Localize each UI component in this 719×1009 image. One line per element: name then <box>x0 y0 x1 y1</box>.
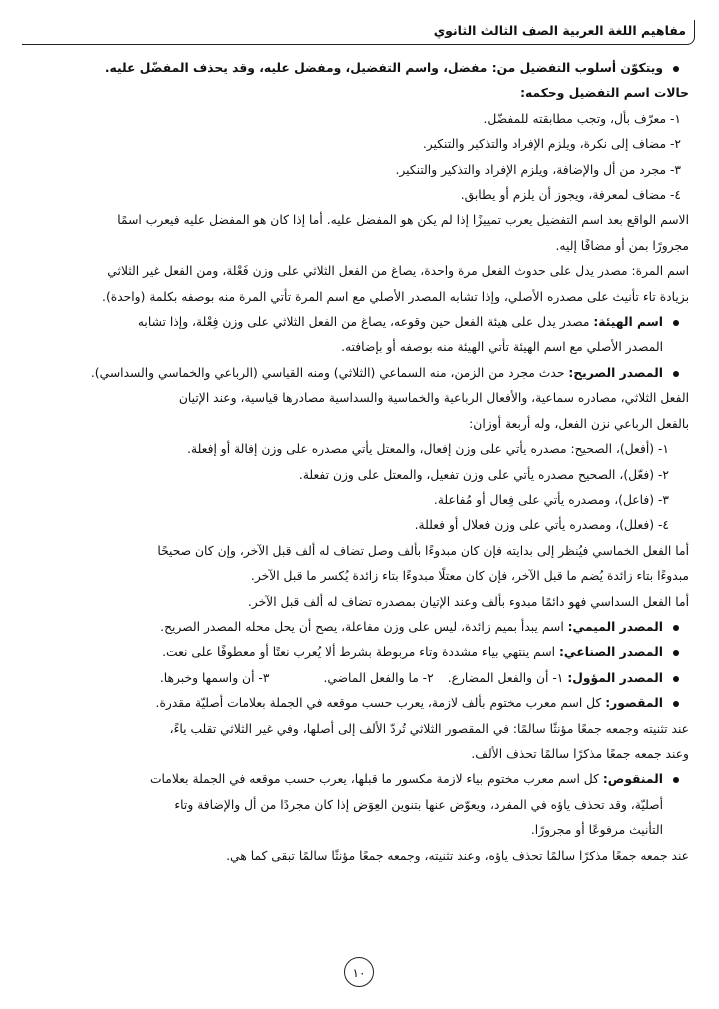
interpreted-masdar-term: المصدر المؤول: <box>567 670 663 685</box>
page-content <box>28 56 689 869</box>
pattern-1: ١- (أفعل)، الصحيح: مصدره يأتي على وزن إفعال، والمعتل يأتي مصدره على وزن إفالة أو إفعلة. <box>187 442 669 457</box>
manqus-line-1 <box>28 767 689 792</box>
tamyeez-line-1: الاسم الواقع بعد اسم التفضيل يعرب تمييزًا إذا لم يكن هو المفضل عليه. أما إذا كان هو المفضل عليه فيعرب اسمًا <box>117 213 689 228</box>
case-3: ٣- مجرد من أل والإضافة، ويلزم الإفراد والتذكير والتنكير. <box>395 162 681 177</box>
mimi-masdar-definition: اسم يبدأ بميم زائدة، ليس على وزن مفاعلة، يصح أن يحل محله المصدر الصريح. <box>160 619 568 634</box>
maqsur-definition: كل اسم معرب مختوم بألف لازمة، يعرب حسب موقعه في الجملة بعلامات أصليّة مقدرة. <box>155 696 606 711</box>
noun-of-manner-line-1 <box>28 310 689 335</box>
five-letter-verb-line-2: مبدوءًا بتاء زائدة يُضم ما قبل الآخر، فإن كان معتلًا مبدوءًا بتاء زائدة يُكسر ما قبل الآخر. <box>250 569 689 584</box>
maqsur-term: المقصور: <box>605 696 663 711</box>
maqsur-dual-line-1: عند تثنيته وجمعه جمعًا مؤنثًا سالمًا: في المقصور الثلاثي تُردّ الألف إلى أصلها، وفي غير الثلاثي تقلب ياءً، <box>169 721 689 736</box>
verb-masdar-line-2: بالفعل الرباعي نزن الفعل، وله أربعة أوزان: <box>469 416 689 431</box>
maqsur-dual-line-2: وعند جمعه جمعًا مذكرًا سالمًا تحذف الألف. <box>471 746 689 761</box>
noun-of-manner-definition: مصدر يدل على هيئة الفعل حين وقوعه، يصاغ من الفعل الثلاثي على وزن فِعْلة، وإذا تشابه <box>137 315 594 330</box>
case-4: ٤- مضاف لمعرفة، ويجوز أن يلزم أو يطابق. <box>460 188 681 203</box>
industrial-masdar-definition: اسم ينتهي بياء مشددة وتاء مربوطة بشرط ألا يُعرب نعتًا أو معطوفًا على نعت. <box>162 645 559 660</box>
industrial-masdar-line <box>28 640 689 665</box>
comparative-structure-line <box>28 56 689 81</box>
pattern-4: ٤- (فعلل)، ومصدره يأتي على وزن فعلال أو فعللة. <box>414 518 669 533</box>
explicit-masdar-term: المصدر الصريح: <box>568 365 663 380</box>
manqus-term: المنقوص: <box>602 772 663 787</box>
interpreted-masdar-item-1: ١- أن والفعل المضارع. <box>447 670 568 685</box>
maqsur-line <box>28 691 689 716</box>
manqus-definition: كل اسم معرب مختوم بياء لازمة مكسور ما قبلها، يعرب حسب موقعه في الجملة بعلامات <box>149 772 603 787</box>
section-heading-comparative-cases: حالات اسم التفضيل وحكمه: <box>520 86 689 101</box>
manqus-line-2: أصليّة، وقد تحذف ياؤه في المفرد، ويعوّض عنها بتنوين العِوَض إذا كان مجردًا من أل والإضافة وتاء <box>174 797 663 812</box>
five-letter-verb-line-1: أما الفعل الخماسي فيُنظر إلى بدايته فإن كان مبدوءًا بألف وصل تضاف له ألف قبل الآخر، وإن كان صحيحًا <box>157 543 689 558</box>
interpreted-masdar-item-3: ٣- أن واسمها وخبرها. <box>159 670 270 685</box>
tamyeez-line-2: مجرورًا بمن أو مضافًا إليه. <box>555 238 689 253</box>
explicit-masdar-line <box>28 361 689 386</box>
industrial-masdar-term: المصدر الصناعي: <box>558 645 663 660</box>
interpreted-masdar-item-2: ٢- ما والفعل الماضي. <box>323 670 434 685</box>
noun-of-instance-line-2: بزيادة تاء تأنيث على مصدره الأصلي، وإذا تشابه المصدر الأصلي مع اسم المرة تأتي المرة منه بوصفه بكلمة (واحدة). <box>102 289 689 304</box>
six-letter-verb-line: أما الفعل السداسي فهو دائمًا مبدوء بألف وعند الإتيان بمصدره تضاف له ألف قبل الآخر. <box>247 594 689 609</box>
pattern-3: ٣- (فاعل)، ومصدره يأتي على فِعال أو مُفاعلة. <box>433 492 669 507</box>
explicit-masdar-definition: حدث مجرد من الزمن، منه السماعي (الثلاثي) ومنه القياسي (الرباعي والخماسي والسداسي). <box>90 365 569 380</box>
page-header <box>22 20 695 45</box>
mimi-masdar-line <box>28 615 689 640</box>
page-number: ١٠ <box>344 957 374 987</box>
verb-masdar-line-1: الفعل الثلاثي، مصادره سماعية، والأفعال الرباعية والخماسية والسداسية مصادرها قياسية، وعند الإتيان <box>178 391 689 406</box>
noun-of-manner-term: اسم الهيئة: <box>593 315 663 330</box>
pattern-2: ٢- (فعّل)، الصحيح مصدره يأتي على وزن تفعيل، والمعتل على وزن تفعلة. <box>298 467 669 482</box>
case-2: ٢- مضاف إلى نكرة، ويلزم الإفراد والتذكير والتنكير. <box>422 137 681 152</box>
interpreted-masdar-line <box>28 666 689 691</box>
noun-of-manner-line-2: المصدر الأصلي مع اسم الهيئة تأتي الهيئة منه بوصفه أو بإضافته. <box>341 340 663 355</box>
comparative-structure-text: ويتكوّن أسلوب التفضيل من: مفضل، واسم التفضيل، ومفضل عليه، وقد يحذف المفضّل عليه. <box>104 61 663 75</box>
header-title: مفاهيم اللغة العربية الصف الثالث الثانوي <box>433 23 686 38</box>
case-1: ١- معرّف بأل، وتجب مطابقته للمفضّل. <box>483 111 681 126</box>
mimi-masdar-term: المصدر الميمي: <box>567 619 663 634</box>
manqus-line-3: التأنيث مرفوعًا أو مجرورًا. <box>530 823 663 838</box>
noun-of-instance-line-1: اسم المرة: مصدر يدل على حدوث الفعل مرة واحدة، يصاغ من الفعل الثلاثي على وزن فَعْلة، ومن الفعل غير الثلاثي <box>107 264 689 279</box>
manqus-plural-line: عند جمعه جمعًا مذكرًا سالمًا تحذف ياؤه، وعند تثنيته، وجمعه جمعًا مؤنثًا سالمًا تبقى كما هي. <box>226 848 689 863</box>
